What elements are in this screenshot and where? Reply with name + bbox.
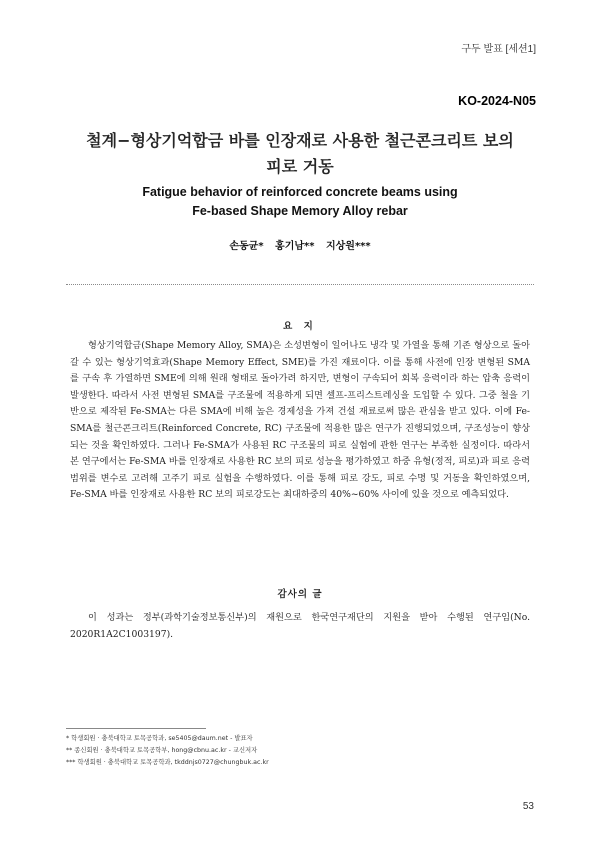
footnote-rule: [66, 728, 206, 729]
title-korean-line2: 피로 거동: [266, 157, 334, 176]
title-korean: [70, 128, 530, 180]
page-number: 53: [522, 801, 534, 812]
footnote-author-2: ** 종신회원 · 충북대학교 토목공학부, hong@cbnu.ac.kr - 교신저자: [66, 747, 258, 754]
acknowledgement-heading: 감사의 글: [277, 589, 323, 600]
title-english-line1: Fatigue behavior of reinforced concrete beams using: [142, 185, 458, 199]
acknowledgement-text: 이 성과는 정부(과학기술정보통신부)의 재원으로 한국연구재단의 지원을 받아 수행된 연구임(No. 2020R1A2C1003197).: [70, 612, 530, 640]
footnote-author-1: * 학생회원 · 충북대학교 토목공학과, se5405@daum.net - 발표자: [66, 735, 253, 742]
abstract-heading: 요 지: [283, 321, 317, 332]
title-english-line2: Fe-based Shape Memory Alloy rebar: [192, 204, 408, 218]
footnote-author-3: *** 학생회원 · 충북대학교 토목공학과, tkddnjs0727@chungbuk.ac.kr: [66, 759, 269, 766]
paper-id: KO-2024-N05: [458, 94, 536, 108]
footnotes: [66, 733, 269, 769]
title-english: [70, 183, 530, 221]
section-divider: [66, 284, 534, 285]
session-label: 구두 발표 [세션1]: [461, 44, 536, 55]
abstract-text: 형상기억합금(Shape Memory Alloy, SMA)은 소성변형이 일어나도 냉각 및 가열을 통해 기존 형상으로 돌아갈 수 있는 형상기억효과(Shape Memory Effect, SME)를 가진 재료이다. 이를 통해 사전에 인장 변형된 SMA를 구속 후 가열하면 SME에 의해 원래 형태로 돌아가려 하지만, 변형이 구속되어 회복 응력이라 하는 압축 응력이 발생한다. 따라서 사전 변형된 SMA를 구조물에 적용하게 되면 셀프-프리스트레싱을 도입할 수 있다. 그중 철을 기반으로 제작된 Fe-SMA는 다른 SMA에 비해 높은 경제성을 가져 건설 재료로써 많은 관심을 받고 있다. 이에 Fe-SMA를 철근콘크리트(Reinforced Concrete, RC) 구조물에 적용한 많은 연구가 진행되었으며, 구조성능이 향상되는 것을 확인하였다. 그러나 Fe-SMA가 사용된 RC 구조물의 피로 실험에 관한 연구는 부족한 실정이다. 따라서 본 연구에서는 Fe-SMA 바를 인장재로 사용한 RC 보의 피로 성능을 평가하였고 하중 유형(정적, 피로)과 피로 응력범위를 변수로 고려해 고주기 피로 실험을 수행하였다. 이를 통해 피로 강도, 피로 수명 및 거동을 확인하였으며, Fe-SMA 바를 인장재로 사용한 RC 보의 피로강도는 최대하중의 40%~60% 사이에 있을 것으로 예측되었다.: [70, 340, 530, 501]
title-korean-line1: 철계−형상기억합금 바를 인장재로 사용한 철근콘크리트 보의: [86, 131, 514, 150]
author-list: 손동균* 홍기남** 지상원***: [229, 241, 371, 252]
